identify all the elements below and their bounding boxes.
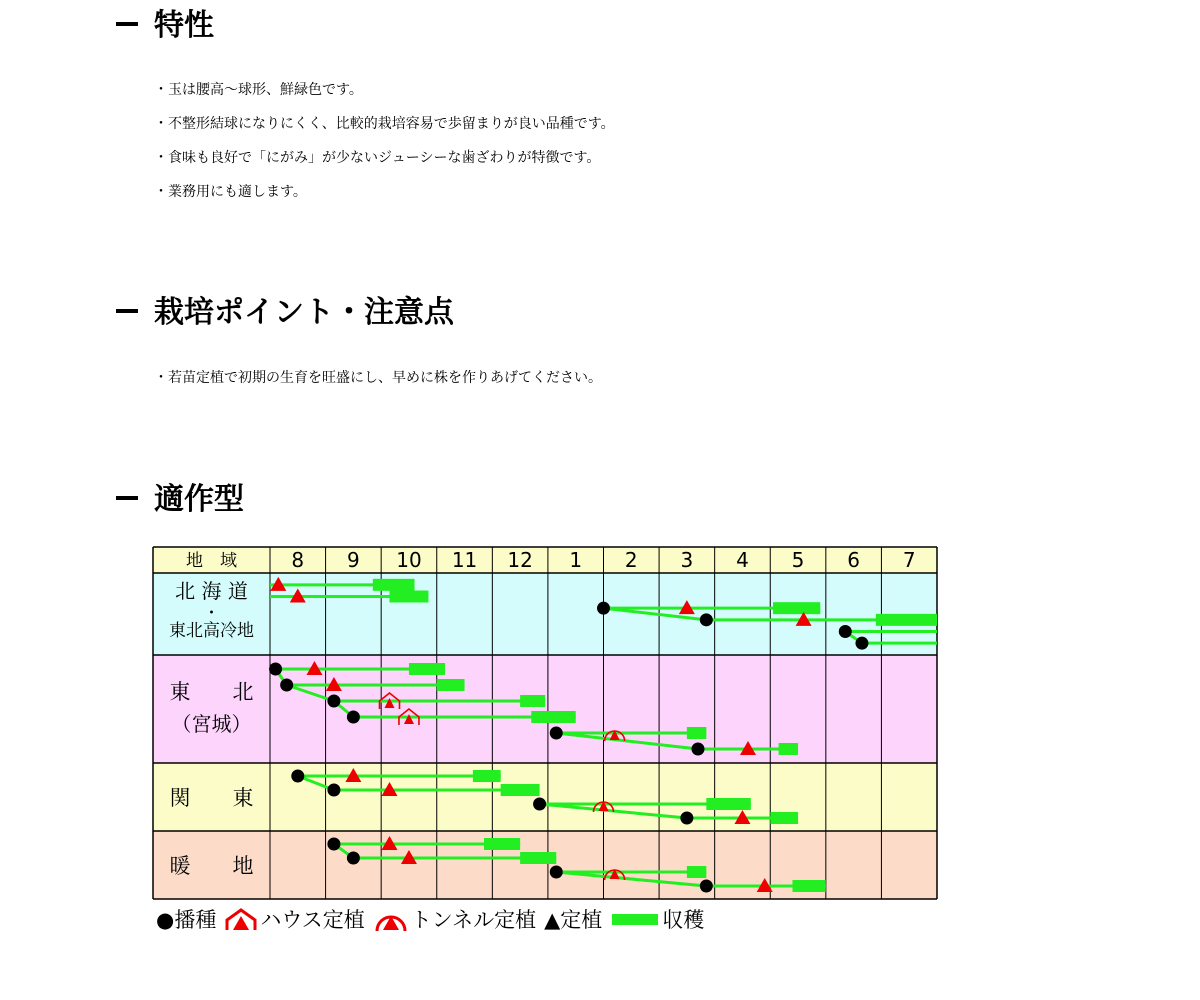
legend-sow — [156, 904, 216, 936]
month-tick-label: 4 — [736, 548, 749, 572]
region-label: （宮城） — [171, 712, 252, 736]
cropping-schedule-chart — [152, 546, 938, 902]
list-item: ・若苗定植で初期の生育を旺盛にし、早めに株を作りあげてください。 — [154, 370, 602, 386]
month-tick-label: 11 — [451, 548, 478, 572]
harvest-bar — [770, 812, 798, 824]
legend-plant-label: ▲定植 — [544, 908, 603, 932]
harvest-bar — [520, 852, 556, 864]
legend-house — [224, 904, 364, 936]
house-planting-icon — [224, 907, 258, 933]
month-tick-label: 1 — [569, 548, 583, 572]
month-tick-label: 3 — [680, 548, 694, 572]
harvest-bar — [520, 695, 545, 707]
list-item: ・業務用にも適します。 — [154, 184, 307, 200]
legend-harvest-label: 収穫 — [662, 908, 705, 932]
harvest-bar — [687, 866, 706, 878]
region-label: ・ — [203, 603, 220, 622]
harvest-bar — [779, 743, 798, 755]
harvest-bar — [706, 798, 750, 810]
dash-marker — [116, 496, 138, 500]
list-item: ・不整形結球になりにくく、比較的栽培容易で歩留まりが良い品種です。 — [154, 116, 615, 132]
month-tick-label: 7 — [902, 548, 916, 572]
sowing-marker — [327, 784, 340, 797]
sowing-marker — [680, 812, 693, 825]
sowing-marker — [700, 613, 713, 626]
sowing-marker — [855, 637, 868, 650]
month-tick-label: 6 — [847, 548, 860, 572]
sowing-marker — [291, 770, 304, 783]
harvest-bar — [373, 579, 415, 591]
legend-tunnel — [373, 904, 536, 936]
list-item: ・食味も良好で「にがみ」が少ないジューシーな歯ざわりが特徴です。 — [154, 150, 601, 166]
harvest-bar — [390, 591, 429, 603]
sowing-marker — [691, 743, 704, 756]
sowing-marker — [700, 880, 713, 893]
region-label: 関 東 — [169, 786, 254, 810]
dash-marker — [116, 309, 138, 313]
section-title-text: 特性 — [154, 8, 214, 43]
harvest-bar-icon — [610, 907, 660, 933]
harvest-bar — [687, 727, 706, 739]
harvest-bar — [773, 602, 820, 614]
month-tick-label: 10 — [396, 548, 422, 572]
harvest-bar — [409, 663, 445, 675]
month-tick-label: 2 — [624, 548, 638, 572]
tunnel-planting-icon — [373, 907, 409, 933]
header-row-bg — [153, 547, 937, 573]
month-tick-label: 8 — [291, 548, 305, 572]
region-label: 暖 地 — [169, 854, 254, 878]
harvest-bar — [792, 880, 825, 892]
region-row-bg — [153, 763, 937, 831]
region-label: 東北高冷地 — [169, 621, 254, 641]
section-title-characteristics — [116, 8, 214, 44]
list-item: ・玉は腰高～球形、鮮緑色です。 — [154, 82, 363, 98]
sowing-marker — [550, 727, 563, 740]
region-label: 東 北 — [169, 680, 254, 704]
region-label: 北 海 道 — [175, 579, 248, 603]
legend-house-label: ハウス定植 — [260, 908, 365, 932]
sowing-marker — [597, 602, 610, 615]
sowing-marker — [347, 711, 360, 724]
harvest-bar — [531, 711, 575, 723]
harvest-bar — [501, 784, 540, 796]
sowing-marker — [533, 798, 546, 811]
dash-marker — [116, 22, 138, 26]
month-tick-label: 12 — [507, 548, 533, 572]
sowing-marker — [839, 625, 852, 638]
section-title-cropping-types — [116, 482, 244, 518]
legend-sow-label: ●播種 — [156, 908, 217, 932]
harvest-bar — [876, 614, 937, 626]
month-tick-label: 9 — [347, 548, 360, 572]
sowing-marker — [327, 838, 340, 851]
sowing-marker — [347, 852, 360, 865]
harvest-bar — [473, 770, 501, 782]
header-region-label: 地 域 — [186, 551, 237, 571]
section-title-text: 栽培ポイント・注意点 — [154, 295, 454, 330]
legend-plant — [544, 904, 602, 936]
harvest-bar — [484, 838, 520, 850]
sowing-marker — [269, 663, 282, 676]
sowing-marker — [280, 679, 293, 692]
legend-harvest — [610, 904, 704, 936]
section-title-cultivation-points — [116, 295, 454, 331]
characteristics-list — [154, 73, 615, 209]
cultivation-points-list — [154, 361, 602, 395]
legend-tunnel-label: トンネル定植 — [410, 908, 537, 932]
sowing-marker — [327, 695, 340, 708]
harvest-bar — [437, 679, 465, 691]
chart-legend — [156, 904, 712, 936]
section-title-text: 適作型 — [154, 482, 244, 517]
sowing-marker — [550, 866, 563, 879]
month-tick-label: 5 — [791, 548, 805, 572]
